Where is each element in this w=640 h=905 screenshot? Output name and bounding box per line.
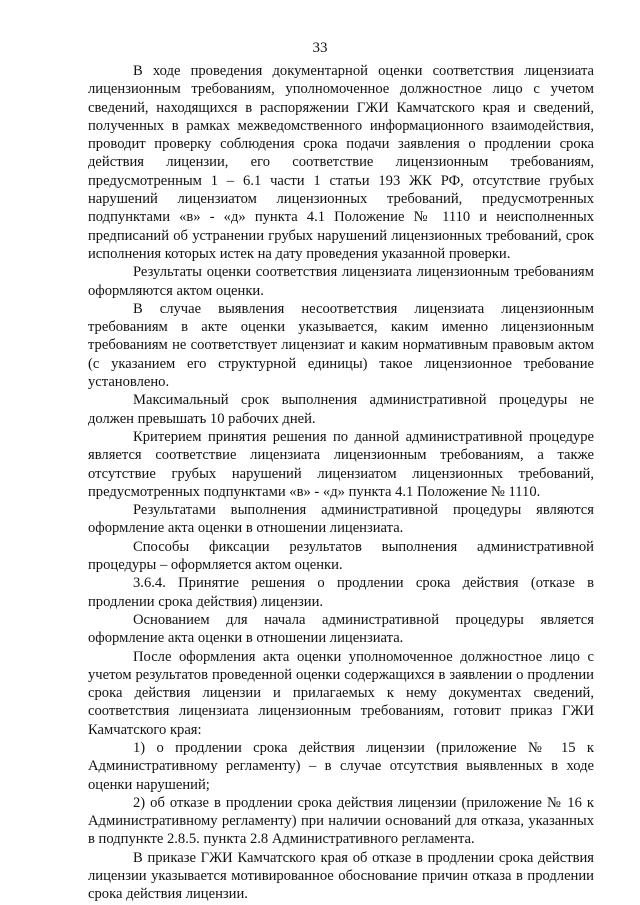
paragraph-max-term: Максимальный срок выполнения административной процедуры не должен превышать 10 рабочих дней. [88,392,594,427]
paragraph-decision-criterion: Критерием принятия решения по данной административной процедуре является соответствие лицензиата лицензионным требованиям, а также отсутствие грубых нарушений лицензиатом лицензионных требований, предусмотренных подпунктами «в» - «д» пункта 4.1 Положение № 1110. [88,428,594,500]
paragraph-nonconformity: В случае выявления несоответствия лицензиата лицензионным требованиям в акте оценки указывается, каким именно лицензионным требованиям не соответствует лицензиат и каким нормативным правовым актом (с указанием его структурной единицы) такое лицензионное требование установлено. [88,300,594,391]
paragraph-documentary-assessment: В ходе проведения документарной оценки соответствия лицензиата лицензионным требованиям, уполномоченное должностное лицо с учетом сведений, находящихся в распоряжении ГЖИ Камчатского края и сведений, полученных в рамках межведомственного информационного взаимодействия, проводит проверку соблюдения срока подачи заявления о продлении срока действия лицензии, его соответствие лицензионным требованиям, предусмотренным 1 – 6.1 части 1 статьи 193 ЖК РФ, отсутствие грубых нарушений лицензиатом лицензионных требований, предусмотренных подпунктами «в» - «д» пункта 4.1 Положение № 1110 и неисполненных предписаний об устранении грубых нарушений лицензионных требований, срок исполнения которых истек на дату проведения указанной проверки. [88,63,594,262]
section-heading-3-6-4: 3.6.4. Принятие решения о продлении срока действия (отказе в продлении срока действия) лицензии. [88,575,594,610]
paragraph-procedure-basis: Основанием для начала административной процедуры является оформление акта оценки в отношении лицензиата. [88,611,594,647]
list-item-refusal: 2) об отказе в продлении срока действия лицензии (приложение № 16 к Административному регламенту) при наличии оснований для отказа, указанных в подпункте 2.8.5. пункта 2.8 Административного регламента. [88,794,594,848]
document-body [88,62,594,904]
paragraph-order-preparation: После оформления акта оценки уполномоченное должностное лицо с учетом результатов проведенной оценки содержащихся в заявлении о продлении срока действия лицензии и прилагаемых к нему документах сведений, соответствия лицензиата лицензионным требованиям, готовит приказ ГЖИ Камчатского края: [88,648,594,738]
list-item-extension: 1) о продлении срока действия лицензии (приложение № 15 к Административному регламенту) – в случае отсутствия выявленных в ходе оценки нарушений; [88,739,594,793]
paragraph-procedure-results: Результатами выполнения административной процедуры являются оформление акта оценки в отношении лицензиата. [88,502,594,537]
page-number: 33 [312,40,328,56]
paragraph-assessment-results: Результаты оценки соответствия лицензиата лицензионным требованиям оформляются актом оценки. [88,264,594,299]
paragraph-refusal-justification: В приказе ГЖИ Камчатского края об отказе в продлении срока действия лицензии указывается мотивированное обоснование причин отказа в продлении срока действия лицензии. [88,849,594,903]
paragraph-fixation-methods: Способы фиксации результатов выполнения административной процедуры – оформляется актом оценки. [88,538,594,574]
